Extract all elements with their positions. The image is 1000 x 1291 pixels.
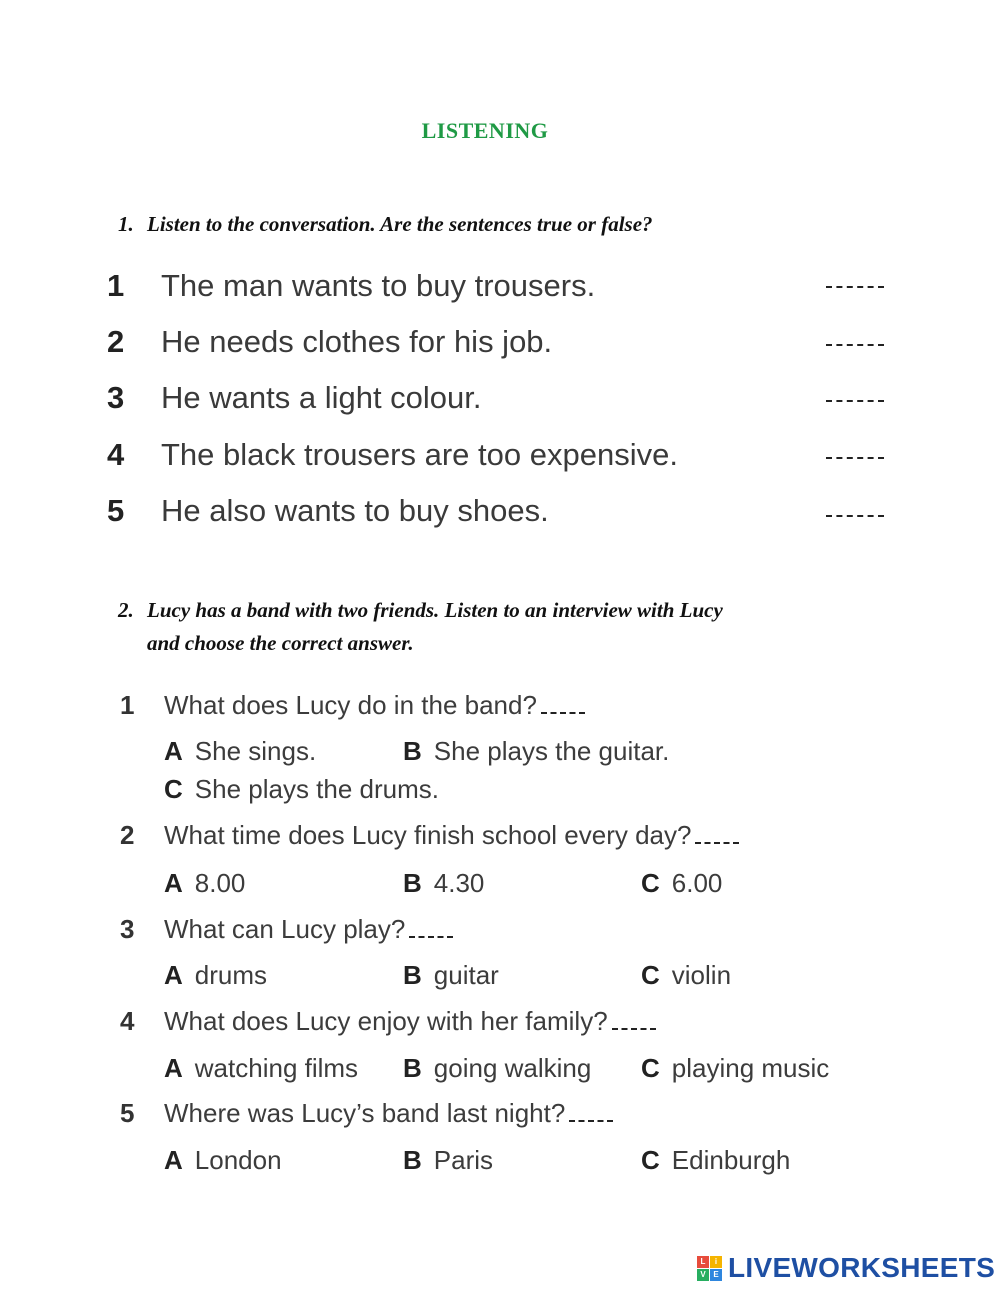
answer-blank[interactable] bbox=[826, 344, 884, 346]
tf-item bbox=[0, 324, 1000, 380]
option[interactable]: A She sings. bbox=[164, 736, 317, 766]
option[interactable]: A 8.00 bbox=[164, 868, 246, 898]
question-text: Where was Lucy’s band last night? bbox=[164, 1098, 613, 1129]
liveworksheets-icon bbox=[697, 1256, 722, 1281]
answer-blank[interactable] bbox=[409, 922, 453, 938]
answer-blank[interactable] bbox=[569, 1106, 613, 1122]
tf-item bbox=[0, 437, 1000, 493]
answer-blank[interactable] bbox=[826, 400, 884, 402]
option[interactable]: B guitar bbox=[403, 960, 499, 990]
tf-item bbox=[0, 380, 1000, 436]
option[interactable]: B going walking bbox=[403, 1053, 592, 1083]
question-text: What does Lucy enjoy with her family? bbox=[164, 1006, 656, 1037]
answer-blank[interactable] bbox=[826, 286, 884, 288]
option[interactable]: C Edinburgh bbox=[641, 1145, 791, 1175]
tf-item-text: He also wants to buy shoes. bbox=[161, 493, 549, 528]
option[interactable]: C violin bbox=[641, 960, 732, 990]
question-number: 2 bbox=[120, 820, 135, 850]
answer-blank[interactable] bbox=[826, 515, 884, 517]
option[interactable]: C She plays the drums. bbox=[164, 774, 440, 804]
exercise2-instruction-line1: Lucy has a band with two friends. Listen to an interview with Lucy bbox=[147, 598, 723, 622]
question-number: 1 bbox=[120, 690, 135, 720]
answer-blank[interactable] bbox=[612, 1014, 656, 1030]
logo-text: LIVEWORKSHEETS bbox=[728, 1252, 996, 1283]
logo-tile: i bbox=[710, 1256, 722, 1268]
tf-item-number: 3 bbox=[107, 380, 125, 415]
exercise2-instruction bbox=[118, 594, 878, 660]
tf-item-number: 2 bbox=[107, 324, 125, 359]
logo-tile: E bbox=[710, 1269, 722, 1281]
option[interactable]: B 4.30 bbox=[403, 868, 485, 898]
liveworksheets-logo bbox=[697, 1253, 995, 1283]
tf-item-text: He wants a light colour. bbox=[161, 380, 482, 415]
question-text: What can Lucy play? bbox=[164, 914, 453, 945]
option[interactable]: A London bbox=[164, 1145, 282, 1175]
tf-item bbox=[0, 268, 1000, 324]
option[interactable]: A drums bbox=[164, 960, 268, 990]
tf-item-text: The man wants to buy trousers. bbox=[161, 268, 596, 303]
question-text: What time does Lucy finish school every day? bbox=[164, 820, 739, 851]
question-text: What does Lucy do in the band? bbox=[164, 690, 585, 721]
option[interactable]: B Paris bbox=[403, 1145, 494, 1175]
logo-tile: V bbox=[697, 1269, 709, 1281]
tf-item-text: The black trousers are too expensive. bbox=[161, 437, 678, 472]
exercise1-number: 1. bbox=[118, 212, 134, 236]
option[interactable]: C playing music bbox=[641, 1053, 830, 1083]
question-number: 3 bbox=[120, 914, 135, 944]
tf-item-number: 5 bbox=[107, 493, 125, 528]
answer-blank[interactable] bbox=[541, 698, 585, 714]
exercise2-instruction-line2: and choose the correct answer. bbox=[147, 631, 414, 655]
exercise1-instruction-text: Listen to the conversation. Are the sentences true or false? bbox=[147, 212, 653, 236]
logo-tile: L bbox=[697, 1256, 709, 1268]
question-number: 5 bbox=[120, 1098, 135, 1128]
exercise1-instruction bbox=[118, 208, 878, 241]
option[interactable]: B She plays the guitar. bbox=[403, 736, 670, 766]
tf-item-text: He needs clothes for his job. bbox=[161, 324, 553, 359]
answer-blank[interactable] bbox=[695, 828, 739, 844]
tf-item-number: 1 bbox=[107, 268, 125, 303]
tf-item bbox=[0, 493, 1000, 549]
page-title: LISTENING bbox=[421, 118, 549, 143]
tf-item-number: 4 bbox=[107, 437, 125, 472]
option[interactable]: A watching films bbox=[164, 1053, 359, 1083]
answer-blank[interactable] bbox=[826, 457, 884, 459]
question-number: 4 bbox=[120, 1006, 135, 1036]
exercise2-number: 2. bbox=[118, 598, 134, 622]
option[interactable]: C 6.00 bbox=[641, 868, 723, 898]
